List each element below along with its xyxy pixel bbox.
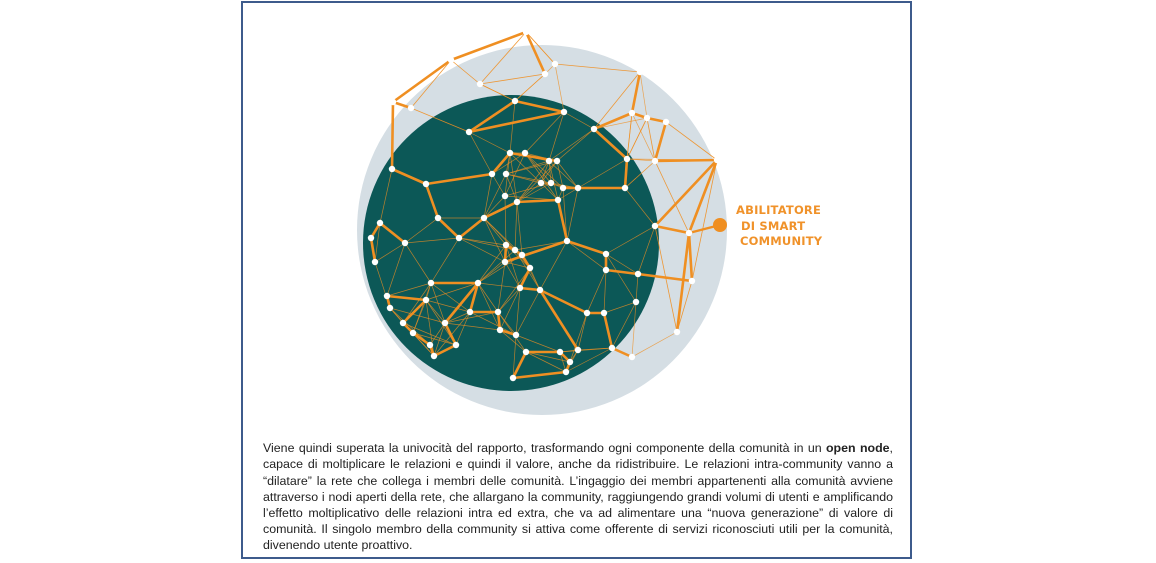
network-node <box>502 259 508 265</box>
network-node <box>674 329 680 335</box>
network-node <box>467 309 473 315</box>
network-node <box>489 171 495 177</box>
network-node <box>448 57 454 63</box>
network-node <box>519 252 525 258</box>
network-node <box>542 71 548 77</box>
network-node <box>512 247 518 253</box>
network-node <box>689 278 695 284</box>
network-node <box>557 349 563 355</box>
network-node <box>390 99 396 105</box>
network-node <box>466 129 472 135</box>
network-node <box>400 320 406 326</box>
network-node <box>423 181 429 187</box>
network-node <box>442 320 448 326</box>
caption-bold-term: open node <box>825 441 890 456</box>
network-node <box>503 242 509 248</box>
network-node <box>603 251 609 257</box>
enabler-node <box>713 218 727 232</box>
caption-paragraph <box>263 440 893 553</box>
enabler-label-line-3: COMMUNITY <box>740 234 823 248</box>
network-node <box>603 267 609 273</box>
network-node <box>503 171 509 177</box>
network-node <box>387 305 393 311</box>
network-node <box>575 185 581 191</box>
network-node <box>512 98 518 104</box>
network-node <box>601 310 607 316</box>
network-node <box>517 285 523 291</box>
network-node <box>652 158 658 164</box>
network-node <box>507 150 513 156</box>
network-link <box>392 102 393 169</box>
network-node <box>591 126 597 132</box>
network-node <box>389 166 395 172</box>
network-node <box>372 259 378 265</box>
network-node <box>609 345 615 351</box>
network-node <box>622 185 628 191</box>
network-node <box>629 354 635 360</box>
network-node <box>629 110 635 116</box>
network-node <box>567 359 573 365</box>
network-node <box>714 157 720 163</box>
network-node <box>561 109 567 115</box>
enabler-label-line-1: ABILITATORE <box>736 203 822 217</box>
network-node <box>522 150 528 156</box>
network-node <box>686 230 692 236</box>
network-node <box>408 105 414 111</box>
network-node <box>652 223 658 229</box>
network-node <box>510 375 516 381</box>
network-node <box>475 280 481 286</box>
network-node <box>563 369 569 375</box>
network-link <box>655 160 717 161</box>
network-node <box>552 61 558 67</box>
network-node <box>435 215 441 221</box>
network-node <box>554 158 560 164</box>
caption-text-2: , capace di moltiplicare le relazioni e quindi il valore, anche da ridistribuire. Le relazioni intra-community vanno a “dilatare” la rete che collega i membri delle comunità. L’ingaggio dei membri appartenenti alla comunità avviene attraverso i nodi aperti della rete, che allargano la community, raggiungendo grandi volumi di utenti e amplificando l’effetto moltiplicativo delle relazioni intra ed extra, che va ad alimentare una “nuova generazione” di valore di comunità. Il singolo membro della community si attiva come offerente di servizi riconosciuti utili per la comunità, divenendo utente proattivo. <box>263 441 893 552</box>
network-node <box>523 349 529 355</box>
network-node <box>377 220 383 226</box>
network-node <box>523 29 529 35</box>
network-node <box>644 115 650 121</box>
network-node <box>546 158 552 164</box>
network-node <box>477 81 483 87</box>
caption-text-1: Viene quindi superata la univocità del rapporto, trasformando ogni componente della comunità in un <box>263 441 826 456</box>
network-node <box>564 238 570 244</box>
network-node <box>555 197 561 203</box>
network-node <box>560 185 566 191</box>
network-node <box>538 180 544 186</box>
network-node <box>410 330 416 336</box>
network-node <box>584 310 590 316</box>
network-node <box>431 353 437 359</box>
network-node <box>384 293 390 299</box>
network-node <box>663 119 669 125</box>
network-node <box>402 240 408 246</box>
network-node <box>497 327 503 333</box>
network-node <box>495 309 501 315</box>
network-node <box>502 193 508 199</box>
network-node <box>633 299 639 305</box>
network-node <box>368 235 374 241</box>
network-node <box>637 69 643 75</box>
network-node <box>453 342 459 348</box>
network-node <box>575 347 581 353</box>
network-node <box>427 342 433 348</box>
network-node <box>527 265 533 271</box>
network-node <box>481 215 487 221</box>
network-node <box>514 199 520 205</box>
enabler-label-line-2: DI SMART <box>741 219 806 233</box>
network-node <box>428 280 434 286</box>
network-node <box>635 271 641 277</box>
network-node <box>513 332 519 338</box>
network-node <box>548 180 554 186</box>
network-node <box>624 156 630 162</box>
network-node <box>423 297 429 303</box>
network-node <box>456 235 462 241</box>
network-node <box>537 287 543 293</box>
